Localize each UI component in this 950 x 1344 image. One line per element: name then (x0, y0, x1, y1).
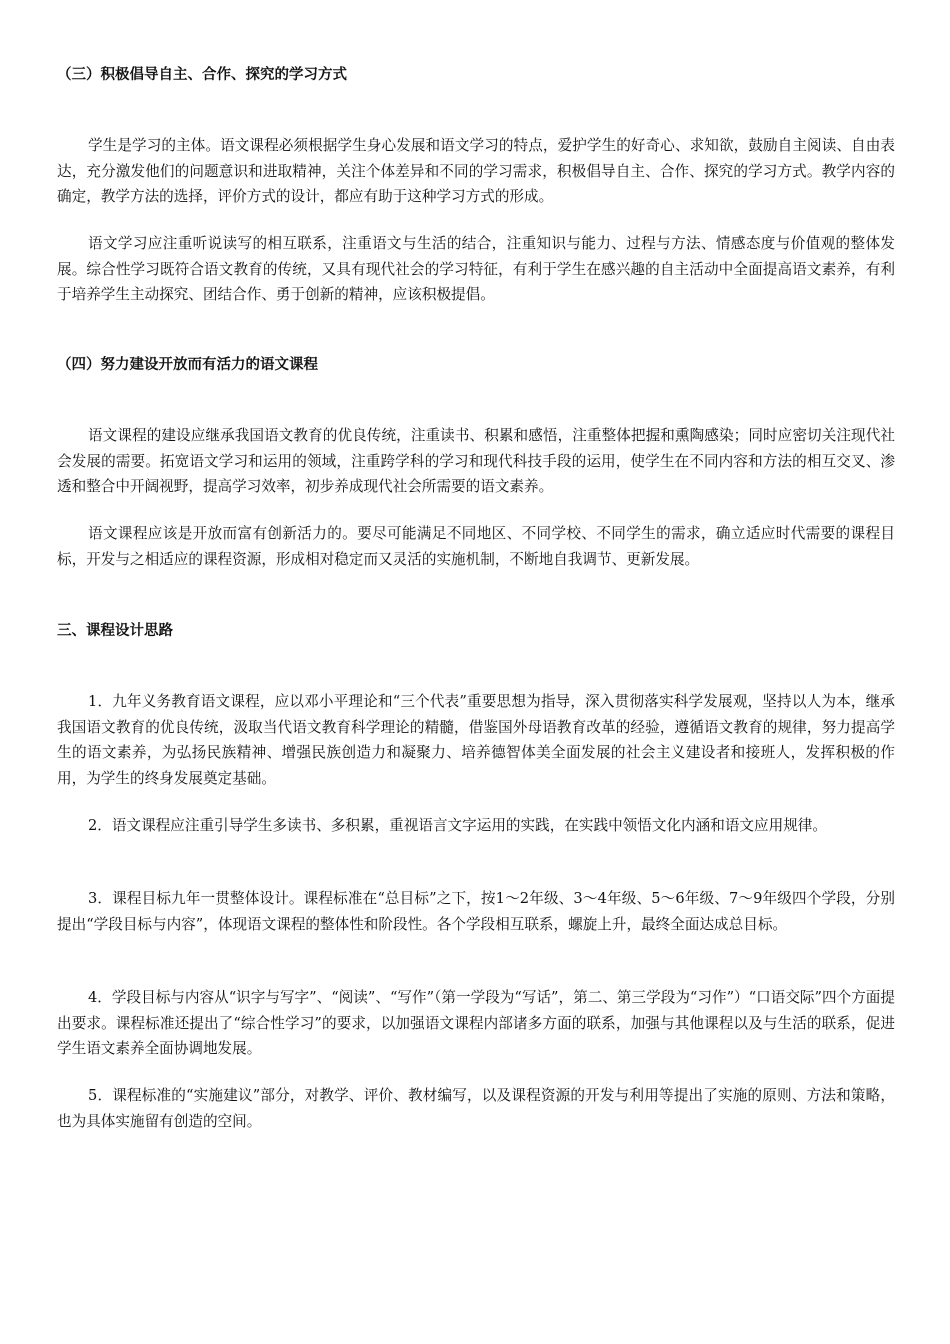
section-heading-design-ideas: 三、课程设计思路 (57, 623, 173, 639)
paragraph-curriculum-tradition: 语文课程的建设应继承我国语文教育的优良传统，注重读书、积累和感悟，注重整体把握和熏陶感染；同时应密切关注现代社会发展的需要。拓宽语文学习和运用的领域，注重跨学科的学习和现代科技手段的运用，使学生在不同内容和方法的相互交叉、渗透和整合中开阔视野，提高学习效率，初步养成现代社会所需要的语文素养。 (57, 427, 895, 495)
paragraph-design-item-3: 3．课程目标九年一贯整体设计。课程标准在“总目标”之下，按1～2年级、3～4年级、5～6年级、7～9年级四个学段，分别提出“学段目标与内容”，体现语文课程的整体性和阶段性。各个学段相互联系，螺旋上升，最终全面达成总目标。 (57, 890, 895, 933)
paragraph-design-item-2: 2．语文课程应注重引导学生多读书、多积累，重视语言文字运用的实践，在实践中领悟文化内涵和语文应用规律。 (88, 817, 827, 834)
paragraph-design-item-4: 4．学段目标与内容从“识字与写字”、“阅读”、“写作”（第一学段为“写话”，第二、第三学段为“习作”）“口语交际”四个方面提出要求。课程标准还提出了“综合性学习”的要求，以加强语文课程内部诸多方面的联系，加强与其他课程以及与生活的联系，促进学生语文素养全面协调地发展。 (57, 989, 895, 1057)
section-heading-open-curriculum: （四）努力建设开放而有活力的语文课程 (57, 357, 318, 373)
paragraph-language-learning-links: 语文学习应注重听说读写的相互联系，注重语文与生活的结合，注重知识与能力、过程与方法、情感态度与价值观的整体发展。综合性学习既符合语文教育的传统，又具有现代社会的学习特征，有利于学生在感兴趣的自主活动中全面提高语文素养，有利于培养学生主动探究、团结合作、勇于创新的精神，应该积极提倡。 (57, 235, 895, 303)
paragraph-design-item-1: 1．九年义务教育语文课程，应以邓小平理论和“三个代表”重要思想为指导，深入贯彻落实科学发展观，坚持以人为本，继承我国语文教育的优良传统，汲取当代语文教育科学理论的精髓，借鉴国外母语教育改革的经验，遵循语文教育的规律，努力提高学生的语文素养，为弘扬民族精神、增强民族创造力和凝聚力、培养德智体美全面发展的社会主义建设者和接班人，发挥积极的作用，为学生的终身发展奠定基础。 (57, 693, 895, 787)
paragraph-student-subject: 学生是学习的主体。语文课程必须根据学生身心发展和语文学习的特点，爱护学生的好奇心、求知欲，鼓励自主阅读、自由表达，充分激发他们的问题意识和进取精神，关注个体差异和不同的学习需求，积极倡导自主、合作、探究的学习方式。教学内容的确定，教学方法的选择，评价方式的设计，都应有助于这种学习方式的形成。 (57, 137, 895, 205)
paragraph-curriculum-innovation: 语文课程应该是开放而富有创新活力的。要尽可能满足不同地区、不同学校、不同学生的需求，确立适应时代需要的课程目标，开发与之相适应的课程资源，形成相对稳定而又灵活的实施机制，不断地自我调节、更新发展。 (57, 525, 895, 568)
section-heading-learning-methods: （三）积极倡导自主、合作、探究的学习方式 (57, 67, 347, 83)
paragraph-design-item-5: 5．课程标准的“实施建议”部分，对教学、评价、教材编写，以及课程资源的开发与利用等提出了实施的原则、方法和策略，也为具体实施留有创造的空间。 (57, 1087, 895, 1130)
